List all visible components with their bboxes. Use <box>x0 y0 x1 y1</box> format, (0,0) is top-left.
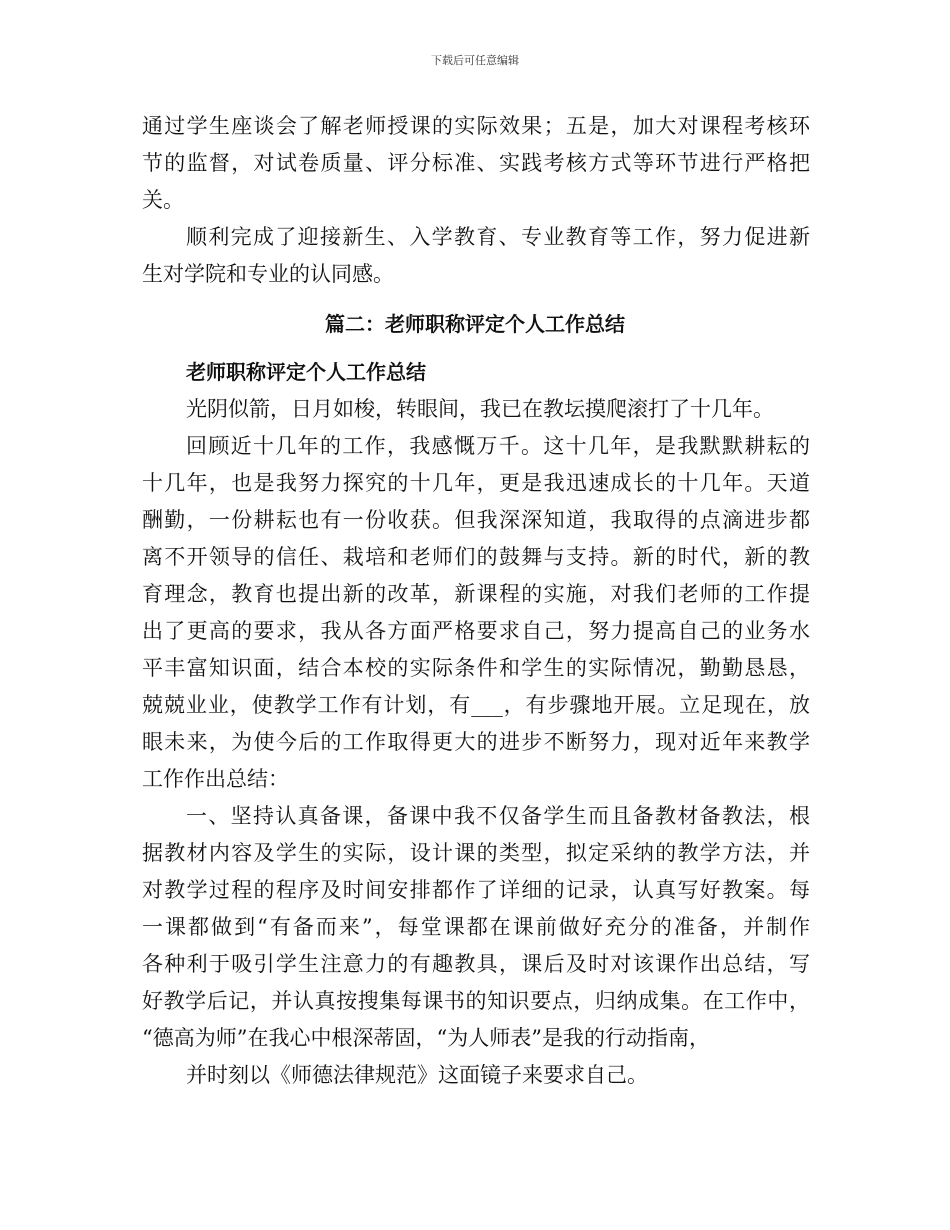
body-line: 生对学院和专业的认同感。 <box>142 262 394 286</box>
page-header: 下载后可任意编辑 <box>431 54 519 67</box>
body-line: 据教材内容及学生的实际，设计课的类型，拟定采纳的教学方法，并 <box>142 841 810 865</box>
body-line: 通过学生座谈会了解老师授课的实际效果；五是，加大对课程考核环 <box>142 114 810 138</box>
body-line: 兢兢业业，使教学工作有计划，有___，有步骤地开展。立足现在，放 <box>142 693 810 717</box>
body-line: 一课都做到“有备而来”，每堂课都在课前做好充分的准备，并制作 <box>142 915 810 939</box>
body-line: 并时刻以《师德法律规范》这面镜子来要求自己。 <box>186 1063 648 1087</box>
section-title: 篇二：老师职称评定个人工作总结 <box>325 312 625 336</box>
body-line: 工作作出总结： <box>142 767 289 791</box>
body-line: “德高为师”在我心中根深蒂固，“为人师表”是我的行动指南， <box>142 1026 710 1050</box>
body-line: 顺利完成了迎接新生、入学教育、专业教育等工作，努力促进新 <box>186 225 810 249</box>
body-line: 育理念，教育也提出新的改革，新课程的实施，对我们老师的工作提 <box>142 582 810 606</box>
body-line: 十几年，也是我努力探究的十几年，更是我迅速成长的十几年。天道 <box>142 471 810 495</box>
body-line: 出了更高的要求，我从各方面严格要求自己，努力提高自己的业务水 <box>142 619 810 643</box>
body-line: 好教学后记，并认真按搜集每课书的知识要点，归纳成集。在工作中， <box>142 989 810 1013</box>
body-line: 对教学过程的程序及时间安排都作了详细的记录，认真写好教案。每 <box>142 878 810 902</box>
body-line: 回顾近十几年的工作，我感慨万千。这十几年，是我默默耕耘的 <box>186 434 810 458</box>
body-line: 眼未来，为使今后的工作取得更大的进步不断努力，现对近年来教学 <box>142 730 810 754</box>
body-line: 光阴似箭，日月如梭，转眼间，我已在教坛摸爬滚打了十几年。 <box>186 397 774 421</box>
article-title: 老师职称评定个人工作总结 <box>186 360 426 384</box>
body-line: 一、坚持认真备课，备课中我不仅备学生而且备教材备教法，根 <box>186 804 810 828</box>
body-line: 各种利于吸引学生注意力的有趣教具，课后及时对该课作出总结，写 <box>142 952 810 976</box>
body-line: 离不开领导的信任、栽培和老师们的鼓舞与支持。新的时代，新的教 <box>142 545 810 569</box>
body-line: 节的监督，对试卷质量、评分标准、实践考核方式等环节进行严格把 <box>142 151 810 175</box>
body-line: 关。 <box>142 188 184 212</box>
body-line: 酬勤，一份耕耘也有一份收获。但我深深知道，我取得的点滴进步都 <box>142 508 810 532</box>
body-line: 平丰富知识面，结合本校的实际条件和学生的实际情况，勤勤恳恳， <box>142 656 810 680</box>
